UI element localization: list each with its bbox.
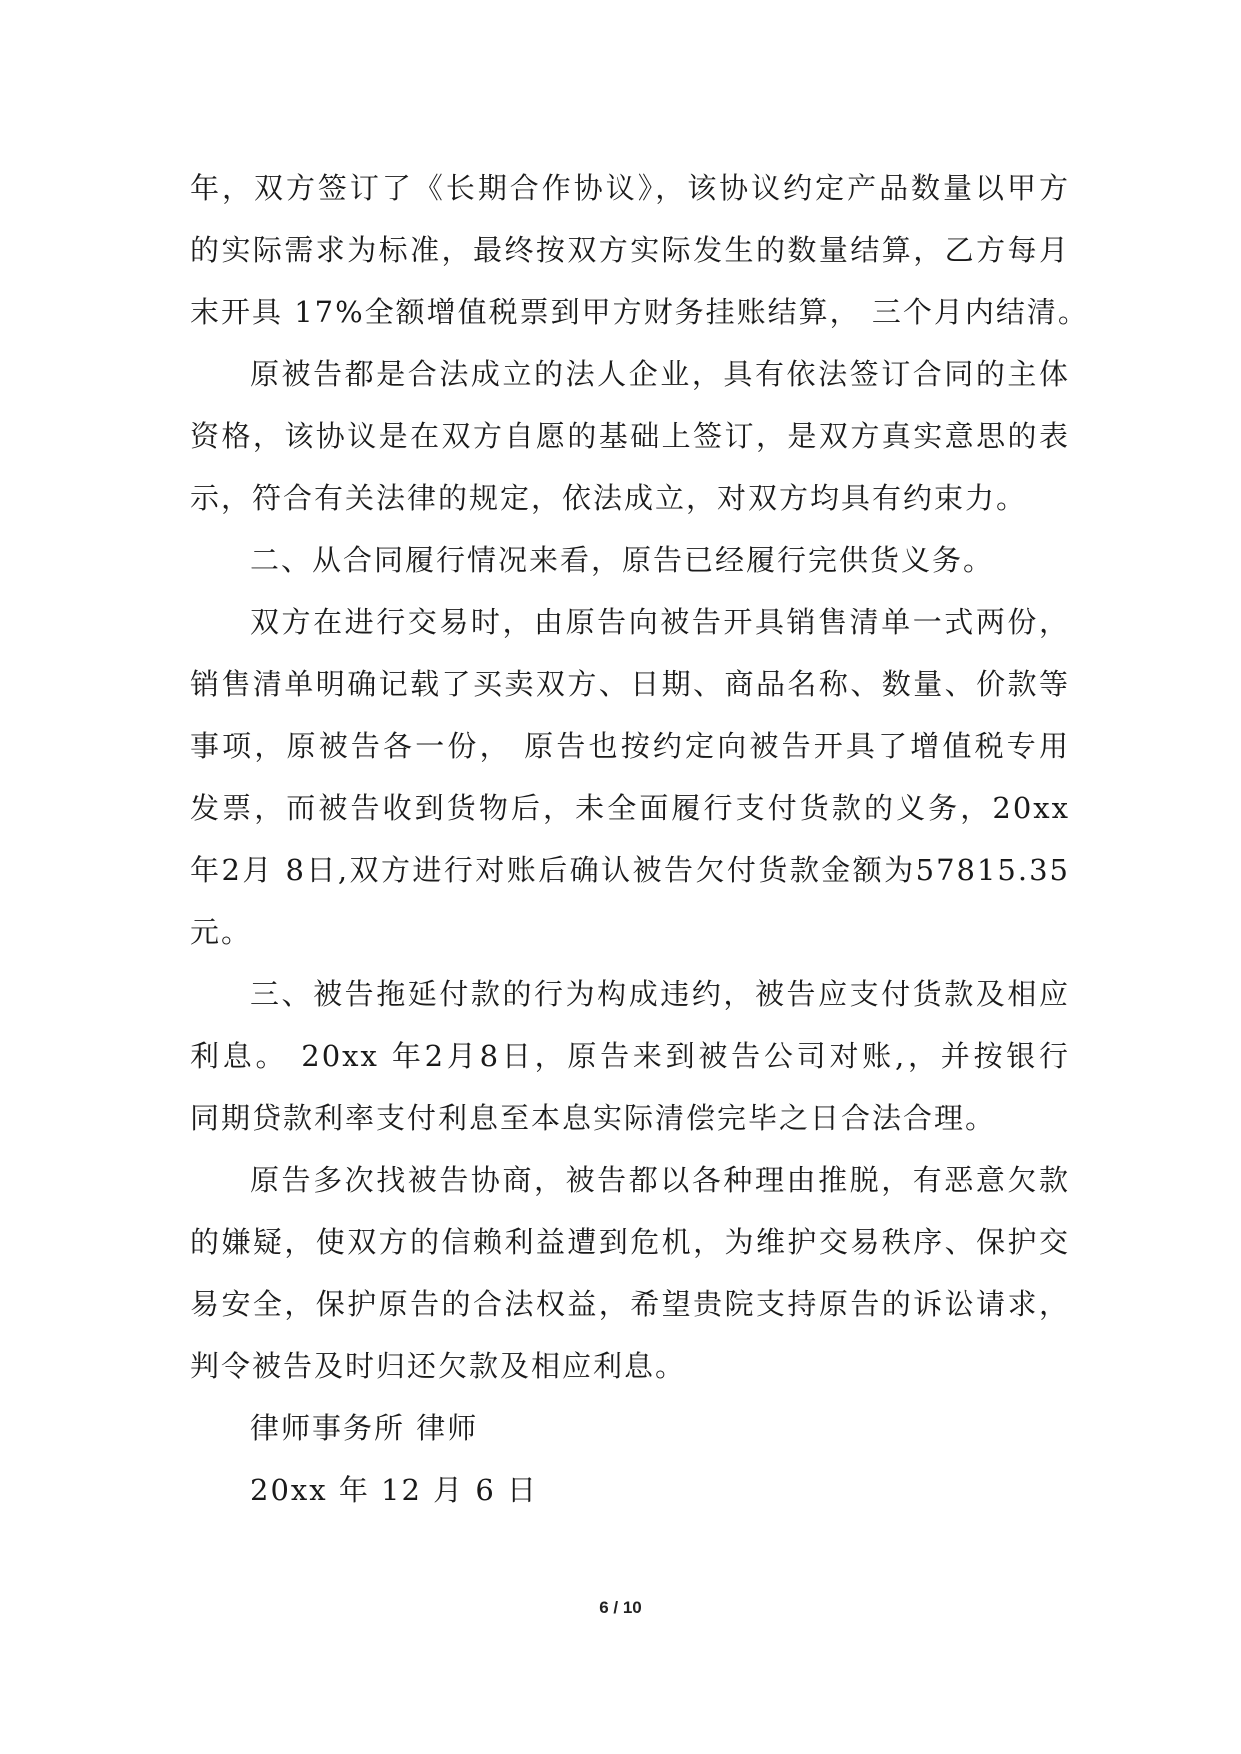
text-line: 易安全，保护原告的合法权益，希望贵院支持原告的诉讼请求，	[190, 1287, 1070, 1321]
text-line: 原被告都是合法成立的法人企业，具有依法签订合同的主体	[250, 357, 1070, 391]
text-line: 的嫌疑，使双方的信赖利益遭到危机，为维护交易秩序、保护交	[190, 1225, 1070, 1259]
text-line: 资格，该协议是在双方自愿的基础上签订，是双方真实意思的表	[190, 419, 1070, 453]
text-line: 判令被告及时归还欠款及相应利息。	[190, 1349, 687, 1383]
text-line: 双方在进行交易时，由原告向被告开具销售清单一式两份，	[250, 605, 1070, 639]
text-line: 律师事务所 律师	[250, 1411, 479, 1445]
text-line: 同期贷款利率支付利息至本息实际清偿完毕之日合法合理。	[190, 1101, 997, 1135]
text-line: 元。	[190, 915, 253, 949]
text-line: 20xx 年 12 月 6 日	[250, 1473, 539, 1507]
text-line: 利息。 20xx 年2月8日，原告来到被告公司对账,，并按银行	[190, 1039, 1070, 1073]
text-line: 三、被告拖延付款的行为构成违约，被告应支付货款及相应	[250, 977, 1070, 1011]
text-line: 年，双方签订了《长期合作协议》，该协议约定产品数量以甲方	[190, 171, 1070, 205]
text-line: 二、从合同履行情况来看，原告已经履行完供货义务。	[250, 543, 995, 577]
text-line: 的实际需求为标准，最终按双方实际发生的数量结算，乙方每月	[190, 233, 1070, 267]
text-line: 年2月 8日,双方进行对账后确认被告欠付货款金额为57815.35	[190, 853, 1070, 887]
document-body	[190, 157, 1089, 1521]
text-line: 事项，原被告各一份， 原告也按约定向被告开具了增值税专用	[190, 729, 1070, 763]
text-line: 示，符合有关法律的规定，依法成立，对双方均具有约束力。	[190, 481, 1028, 515]
text-line: 原告多次找被告协商，被告都以各种理由推脱，有恶意欠款	[250, 1163, 1070, 1197]
text-line: 销售清单明确记载了买卖双方、日期、商品名称、数量、价款等	[190, 667, 1070, 701]
text-line: 末开具 17%全额增值税票到甲方财务挂账结算， 三个月内结清。	[190, 295, 1089, 329]
page-number: 6 / 10	[599, 1598, 642, 1617]
text-line: 发票，而被告收到货物后，未全面履行支付货款的义务，20xx	[190, 791, 1070, 825]
